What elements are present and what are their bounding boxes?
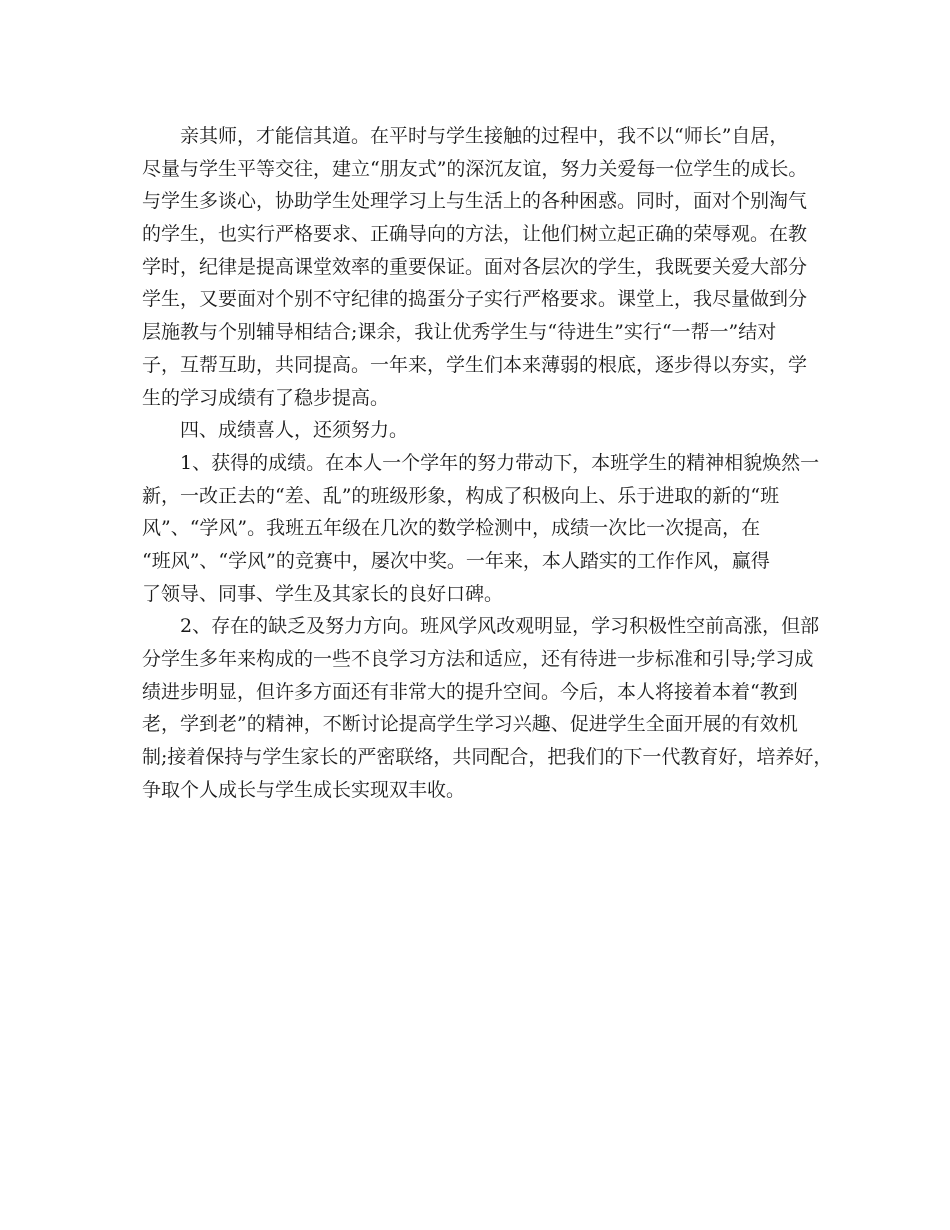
text-line: 风”、“学风”。我班五年级在几次的数学检测中，成绩一次比一次提高，在 [142,517,761,540]
text-line: 争取个人成长与学生成长实现双丰收。 [142,778,466,801]
text-line: 分学生多年来构成的一些不良学习方法和适应，还有待进一步标准和引导;学习成 [142,648,814,670]
text-line: 制;接着保持与学生家长的严密联络，共同配合，把我们的下一代教育好，培养好， [142,746,833,769]
text-line: 尽量与学生平等交往，建立“朋友式”的深沉友谊，努力关爱每一位学生的成长。 [142,157,808,180]
text-line: 学生，又要面对个别不守纪律的捣蛋分子实行严格要求。课堂上，我尽量做到分 [142,288,808,311]
text-line: 新，一改正去的“差、乱”的班级形象，构成了积极向上、乐于进取的新的“班 [142,484,780,507]
text-line: “班风”、“学风”的竞赛中，屡次中奖。一年来，本人踏实的工作作风，赢得 [142,549,770,572]
text-line: 生的学习成绩有了稳步提高。 [142,386,390,409]
text-line: 层施教与个别辅导相结合;课余，我让优秀学生与“待进生”实行“一帮一”结对 [142,321,777,344]
text-line: 子，互帮互助，共同提高。一年来，学生们本来薄弱的根底，逐步得以夯实，学 [142,353,808,376]
document-body [142,120,832,806]
text-line: 1、获得的成绩。在本人一个学年的努力带动下，本班学生的精神相貌焕然一 [180,451,820,474]
text-line: 四、成绩喜人，还须努力。 [180,419,409,442]
text-line: 2、存在的缺乏及努力方向。班风学风改观明显，学习积极性空前高涨，但部 [180,615,820,638]
text-line: 亲其师，才能信其道。在平时与学生接触的过程中，我不以“师长”自居， [180,125,789,147]
text-line: 的学生，也实行严格要求、正确导向的方法，让他们树立起正确的荣辱观。在教 [142,223,808,246]
text-line: 老，学到老”的精神，不断讨论提高学生学习兴趣、促进学生全面开展的有效机 [142,713,798,736]
text-line: 了领导、同事、学生及其家长的良好口碑。 [142,582,504,605]
text-line: 与学生多谈心，协助学生处理学习上与生活上的各种困惑。同时，面对个别淘气 [142,190,808,213]
text-line: 绩进步明显，但许多方面还有非常大的提升空间。今后，本人将接着本着“教到 [142,680,798,703]
text-line: 学时，纪律是提高课堂效率的重要保证。面对各层次的学生，我既要关爱大部分 [142,255,808,278]
